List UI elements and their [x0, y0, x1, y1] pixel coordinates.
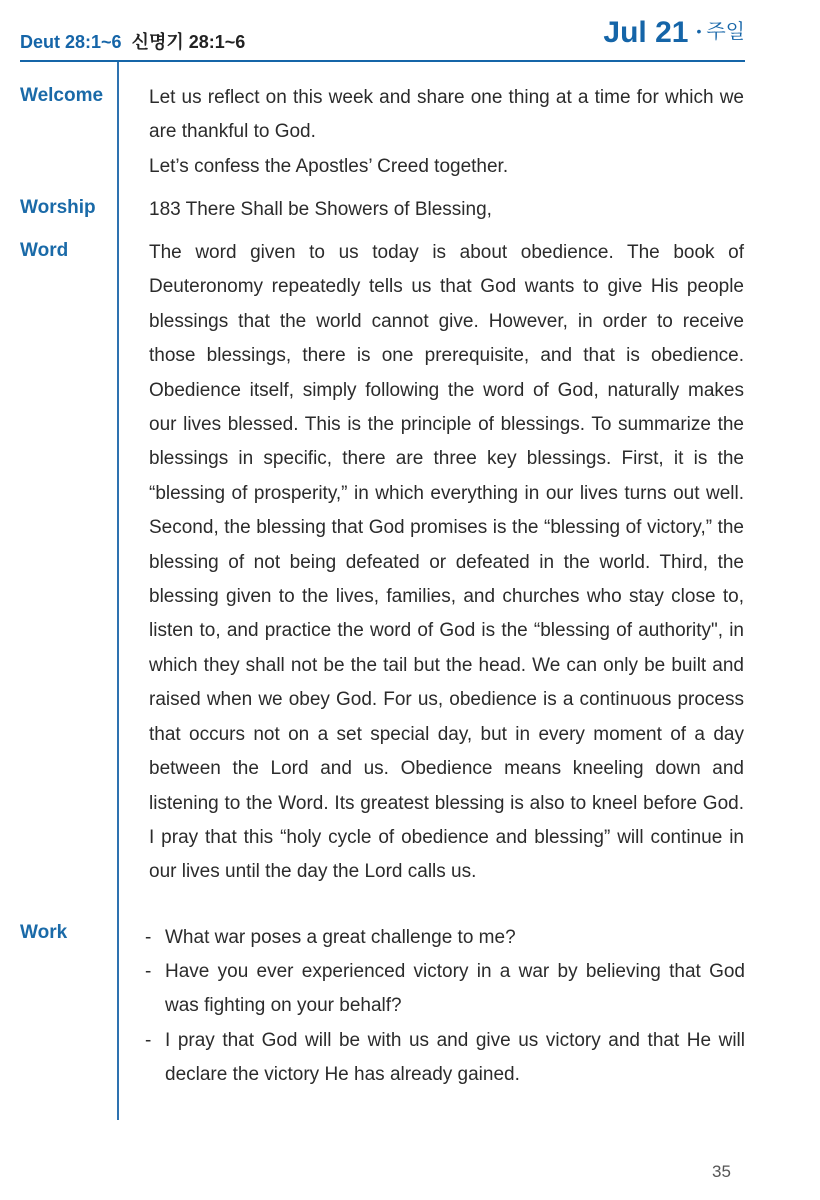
work-item-text: What war poses a great challenge to me?: [165, 927, 516, 948]
bullet-dash: -: [145, 961, 152, 983]
work-item-text: Have you ever experienced victory in a war by believing that God was fighting on your behalf?: [165, 961, 745, 1017]
word-label: Word: [20, 240, 69, 261]
reference-korean: 신명기 28:1~6: [131, 32, 246, 52]
column-divider: [117, 62, 119, 1120]
page-number: 35: [712, 1162, 731, 1181]
work-item-text: I pray that God will be with us and give us victory and that He will declare the victory He has already gained.: [165, 1029, 745, 1085]
list-item: [145, 1024, 745, 1092]
welcome-text: [149, 81, 744, 184]
date-label: Jul 21: [603, 16, 689, 49]
reference-english: Deut 28:1~6: [20, 32, 122, 52]
list-item: [145, 921, 745, 955]
worship-label: Worship: [20, 197, 96, 218]
word-text: The word given to us today is about obedience. The book of Deuteronomy repeatedly tells us that God wants to give His people blessings that the world cannot give. However, in order to receive those blessings, there is one prerequisite, and that is obedience. Obedience itself, simply following the word of God, naturally makes our lives blessed. This is the principle of blessings. To summarize the blessings in specific, there are three key blessings. First, it is the “blessing of prosperity,” in which everything in our lives turns out well. Second, the blessing that God promises is the “blessing of victory,” the blessing of not being defeated or defeated in the world. Third, the blessing given to the lives, families, and churches who stay close to, listen to, and practice the word of God is the “blessing of authority", in which they shall not be the tail but the head. We can only be built and raised when we obey God. For us, obedience is a continuous process that occurs not on a set special day, but in every moment of a day between the Lord and us. Obedience means kneeling down and listening to the Word. Its greatest blessing is also to kneel before God. I pray that this “holy cycle of obedience and blessing” will continue in our lives until the day the Lord calls us.: [149, 242, 744, 883]
scripture-reference: [20, 28, 245, 54]
work-label: Work: [20, 922, 68, 943]
page-header: [20, 0, 745, 60]
welcome-paragraph: Let us reflect on this week and share one thing at a time for which we are thankful to God.: [149, 87, 744, 143]
welcome-label: Welcome: [20, 85, 104, 106]
work-list: [145, 921, 745, 1092]
weekday-label: 주일: [706, 21, 745, 43]
worship-text: 183 There Shall be Showers of Blessing,: [149, 199, 492, 220]
list-item: [145, 955, 745, 1023]
header-rule: [20, 60, 745, 62]
date-heading: [603, 16, 745, 50]
bullet-dash: -: [145, 927, 152, 948]
separator-dot: •: [696, 23, 702, 39]
welcome-paragraph: Let’s confess the Apostles’ Creed together.: [149, 155, 509, 177]
bullet-dash: -: [145, 1029, 152, 1051]
